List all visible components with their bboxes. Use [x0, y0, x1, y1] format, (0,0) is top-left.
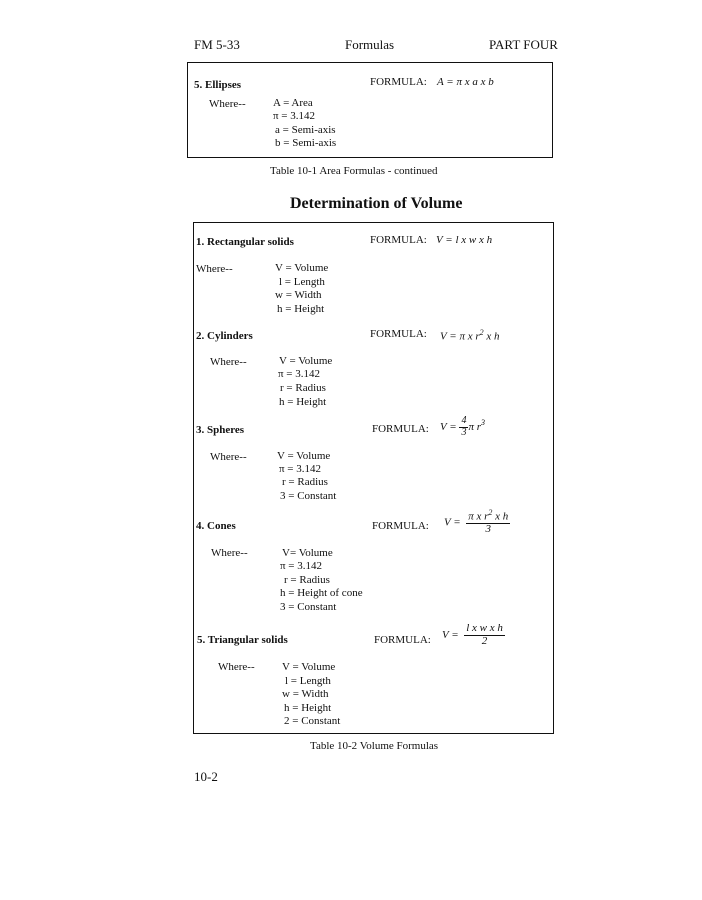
formula: V = $\frac{\pi x r^2 x h}{3}$: [444, 508, 509, 536]
header-center: Formulas: [345, 37, 395, 52]
item-heading: 1. Rectangular solids: [196, 236, 294, 248]
definition: V = Volume: [277, 450, 331, 462]
ellipse-formula-label: FORMULA:: [370, 76, 427, 88]
definition: l = Length: [285, 675, 331, 687]
ellipse-def: A = Area: [273, 97, 313, 109]
ellipse-heading: 5. Ellipses: [194, 79, 242, 91]
where-label: Where--: [210, 356, 247, 368]
formula-label: FORMULA:: [370, 234, 427, 246]
item-heading: 5. Triangular solids: [197, 634, 288, 646]
volume-table: [193, 222, 554, 734]
definition: h = Height: [277, 303, 325, 315]
formula: V = $\frac{4}{3}$ π $r^3$: [440, 415, 485, 438]
formula: V = π x $r^2$ x h: [440, 328, 500, 343]
table-caption-volume: Table 10-2 Volume Formulas: [310, 740, 439, 752]
formula-label: FORMULA:: [372, 423, 429, 435]
definition: h = Height: [284, 702, 332, 714]
formula-label: FORMULA:: [372, 520, 429, 532]
definition: h = Height of cone: [280, 587, 363, 599]
definition: 3 = Constant: [280, 601, 337, 613]
ellipse-def: b = Semi-axis: [275, 137, 337, 149]
ellipse-def: π = 3.142: [273, 110, 316, 122]
definition: r = Radius: [284, 574, 330, 586]
page-number: 10-2: [194, 769, 218, 784]
definition: π = 3.142: [278, 368, 321, 380]
where-label: Where--: [210, 451, 247, 463]
definition: l = Length: [279, 276, 325, 288]
definition: w = Width: [282, 688, 329, 700]
definition: V = Volume: [282, 661, 336, 673]
definition: h = Height: [279, 396, 327, 408]
definition: V = Volume: [275, 262, 329, 274]
definition: π = 3.142: [280, 560, 323, 572]
definition: r = Radius: [282, 476, 328, 488]
formula-label: FORMULA:: [370, 328, 427, 340]
where-label: Where--: [218, 661, 255, 673]
definition: r = Radius: [280, 382, 326, 394]
formula: V = $\frac{\text{l x w x h}}{2}$: [442, 622, 503, 647]
definition: 3 = Constant: [280, 490, 337, 502]
where-label: Where--: [196, 263, 233, 275]
item-heading: 2. Cylinders: [196, 330, 253, 342]
definition: w = Width: [275, 289, 322, 301]
item-heading: 3. Spheres: [196, 424, 245, 436]
formula-label: FORMULA:: [374, 634, 431, 646]
definition: π = 3.142: [279, 463, 322, 475]
where-label: Where--: [211, 547, 248, 559]
formula: V = l x w x h: [436, 234, 493, 246]
definition: V= Volume: [282, 547, 333, 559]
ellipse-def: a = Semi-axis: [275, 124, 336, 136]
definition: 2 = Constant: [284, 715, 341, 727]
definition: V = Volume: [279, 355, 333, 367]
header-right: PART FOUR: [489, 37, 558, 52]
header-left: FM 5-33: [194, 37, 240, 52]
ellipse-table: [187, 62, 553, 158]
ellipse-formula: A = π x a x b: [437, 76, 494, 88]
item-heading: 4. Cones: [196, 520, 236, 532]
ellipse-where: Where--: [209, 98, 246, 110]
section-title: Determination of Volume: [290, 195, 463, 212]
table-caption-area: Table 10-1 Area Formulas - continued: [270, 165, 438, 177]
